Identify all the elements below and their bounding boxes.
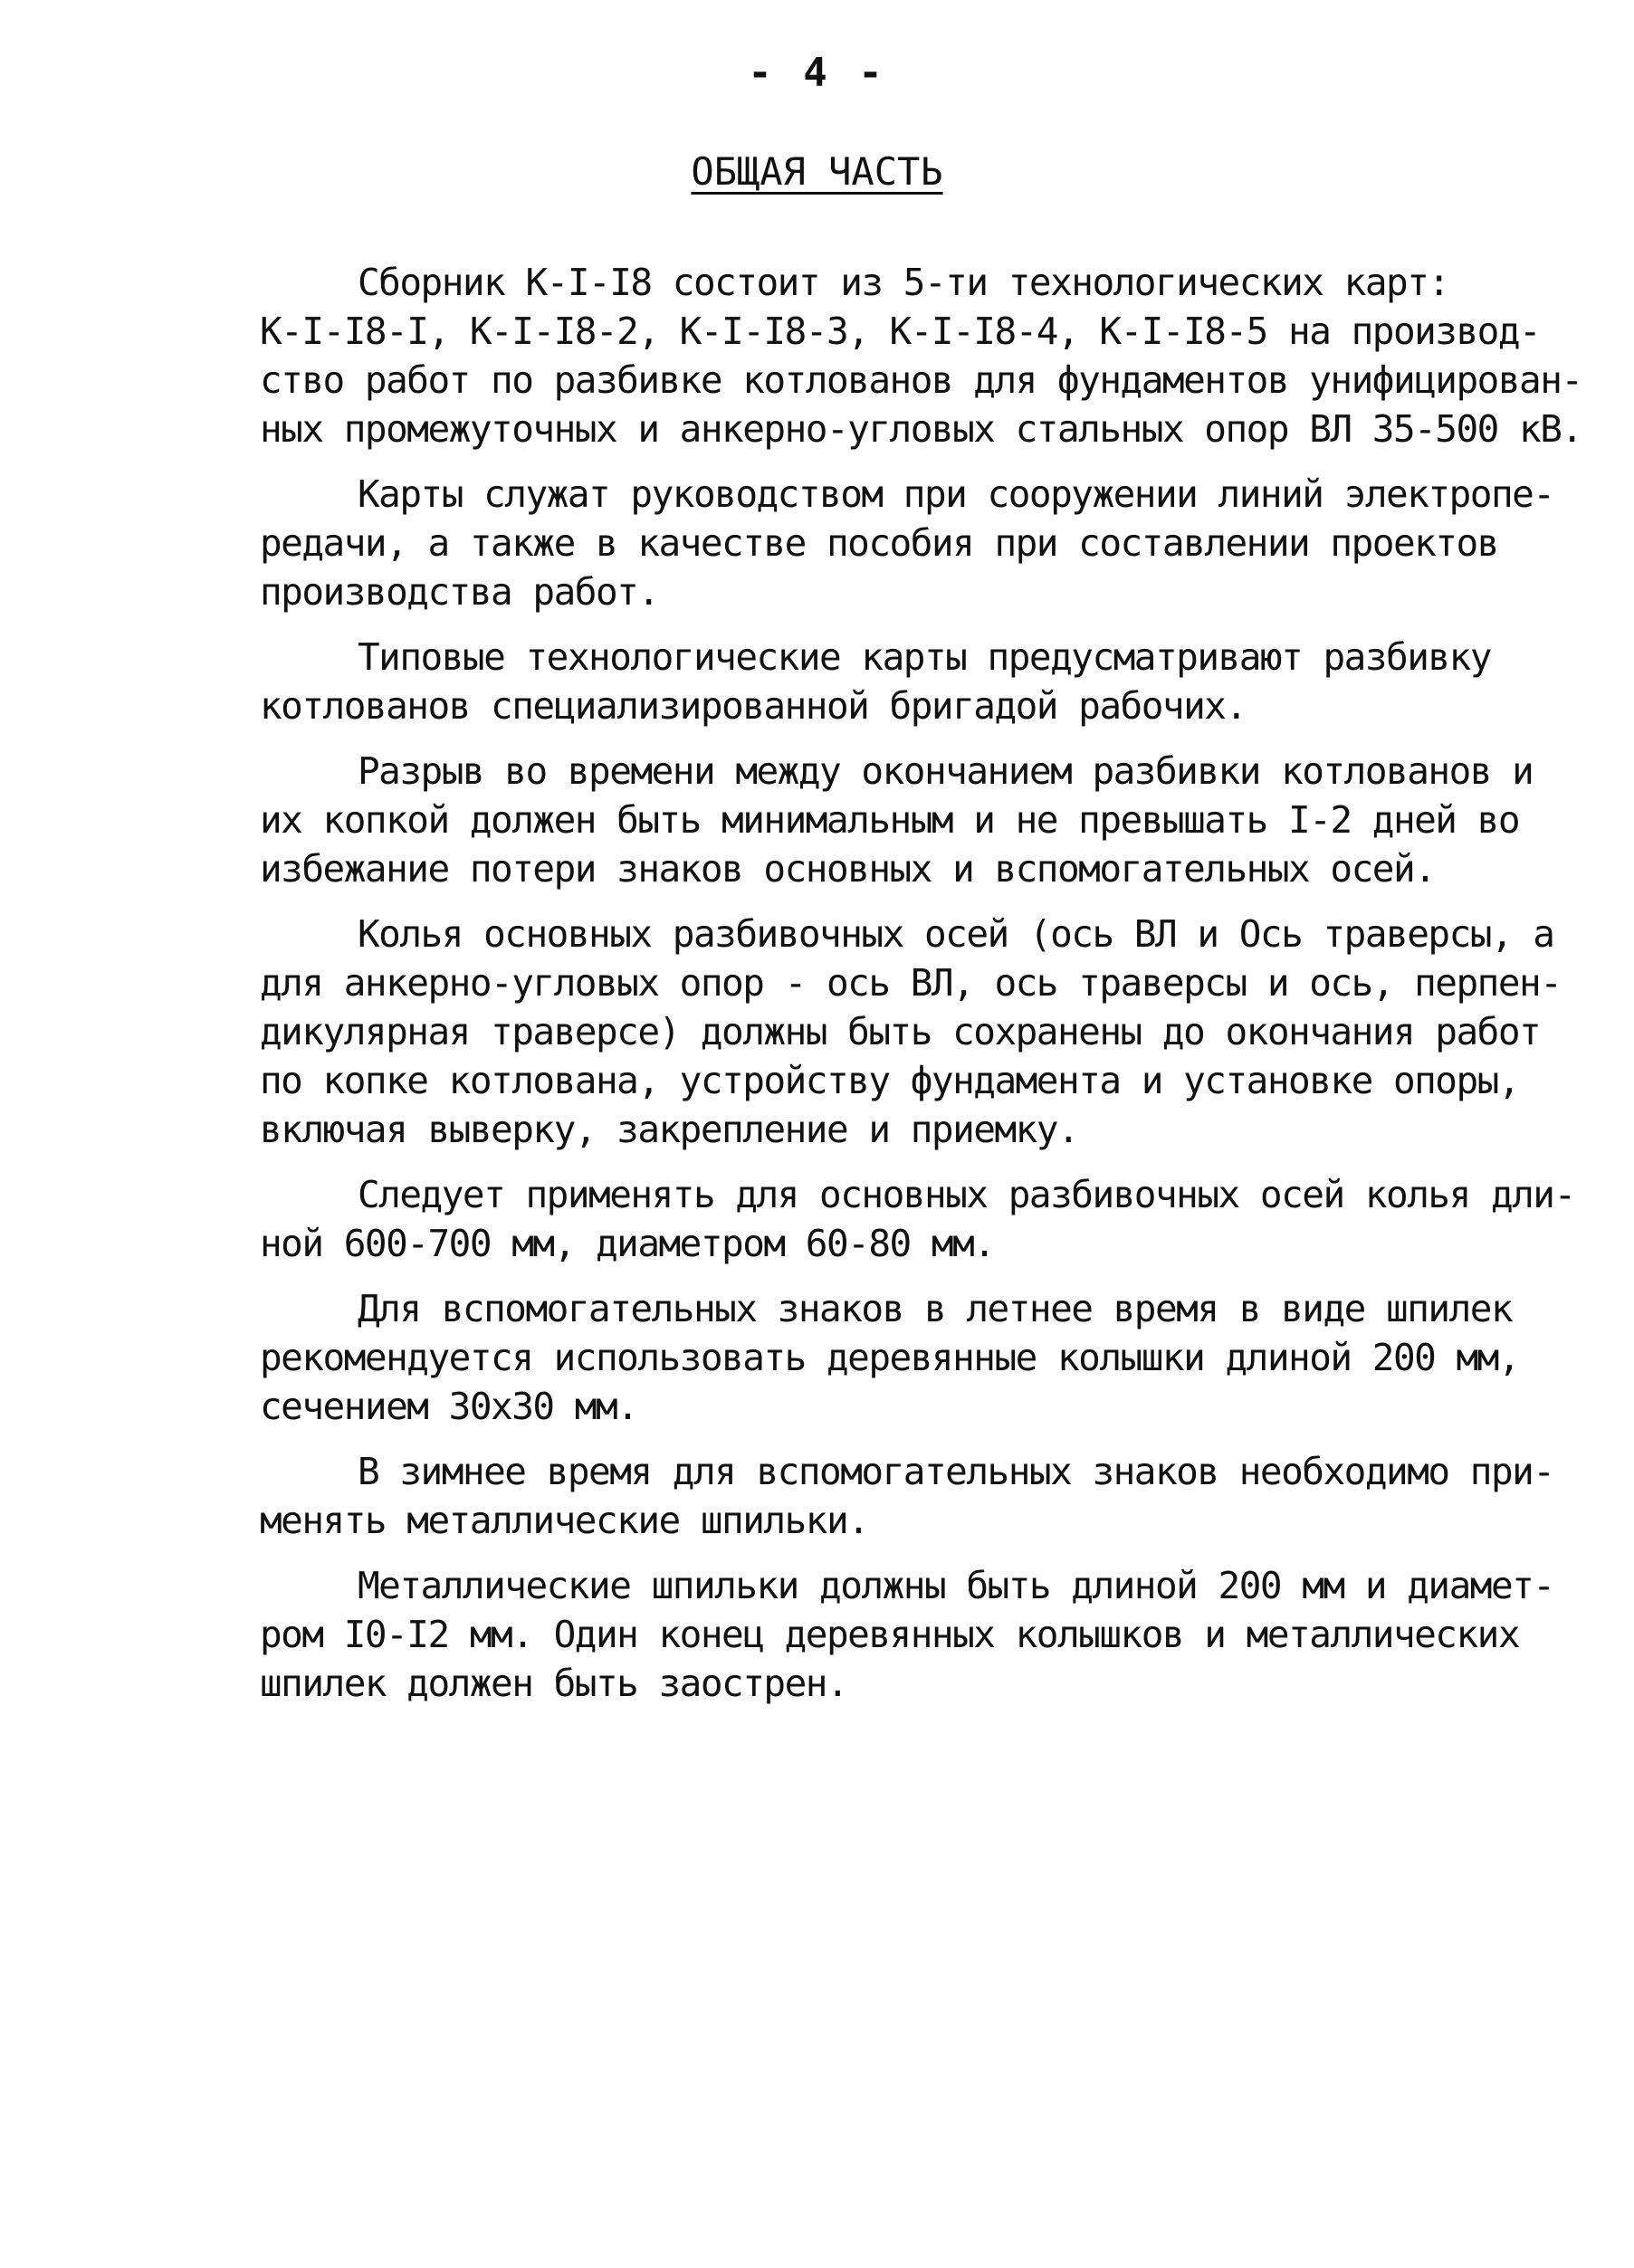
text-line: Следует применять для основных разбивочных осей колья дли- xyxy=(358,1173,1575,1216)
paragraph-stakes xyxy=(260,910,1562,1154)
text-line: Типовые технологические карты предусматривают разбивку xyxy=(358,635,1491,679)
paragraph-summer-markers xyxy=(260,1284,1527,1431)
body-text xyxy=(260,258,1582,1724)
text-line: Разрыв во времени между окончанием разбивки котлованов и xyxy=(358,749,1534,793)
paragraph-stake-size xyxy=(260,1170,1575,1268)
paragraph-metal-pins xyxy=(260,1561,1554,1708)
text-line: шпилек должен быть заострен. xyxy=(260,1662,848,1705)
text-line: К-I-I8-I, К-I-I8-2, К-I-I8-3, К-I-I8-4, К-I-I8-5 на производ- xyxy=(260,310,1541,353)
text-line: редачи, а также в качестве пособия при составлении проектов xyxy=(260,521,1498,565)
text-line: ной 600-700 мм, диаметром 60-80 мм. xyxy=(260,1222,995,1265)
paragraph-brigade xyxy=(260,633,1527,730)
text-line: их копкой должен быть минимальным и не превышать I-2 дней во xyxy=(260,798,1520,842)
section-title: ОБЩАЯ ЧАСТЬ xyxy=(691,149,943,194)
text-line: В зимнее время для вспомогательных знаков необходимо при- xyxy=(358,1450,1554,1493)
text-line: по копке котлована, устройству фундамента и установке опоры, xyxy=(260,1059,1520,1102)
text-line: ных промежуточных и анкерно-угловых стальных опор ВЛ 35-500 кВ. xyxy=(260,407,1582,451)
text-line: котлованов специализированной бригадой рабочих. xyxy=(260,684,1247,728)
text-line: ство работ по разбивке котлованов для фундаментов унифицирован- xyxy=(260,358,1582,402)
text-line: Металлические шпильки должны быть длиной 200 мм и диамет- xyxy=(358,1564,1554,1607)
text-line: Колья основных разбивочных осей (ось ВЛ и Ось траверсы, а xyxy=(358,912,1554,956)
page-number: - 4 - xyxy=(748,50,886,96)
text-line: Сборник К-I-I8 состоит из 5-ти технологических карт: xyxy=(358,261,1449,304)
text-line: для анкерно-угловых опор - ось ВЛ, ось траверсы и ось, перпен- xyxy=(260,961,1562,1005)
text-line: дикулярная траверсе) должны быть сохранены до окончания работ xyxy=(260,1010,1541,1053)
paragraph-purpose xyxy=(260,470,1554,616)
text-line: сечением 30х30 мм. xyxy=(260,1385,638,1428)
text-line: Для вспомогательных знаков в летнее время в виде шпилек xyxy=(358,1287,1513,1330)
paragraph-intro xyxy=(260,258,1582,453)
paragraph-time-gap xyxy=(260,747,1534,893)
text-line: включая выверку, закрепление и приемку. xyxy=(260,1108,1079,1151)
text-line: рекомендуется использовать деревянные колышки длиной 200 мм, xyxy=(260,1336,1520,1379)
text-line: ром I0-I2 мм. Один конец деревянных колышков и металлических xyxy=(260,1613,1520,1656)
text-line: производства работ. xyxy=(260,570,659,614)
text-line: избежание потери знаков основных и вспомогательных осей. xyxy=(260,847,1436,891)
paragraph-winter-markers xyxy=(260,1447,1554,1545)
text-line: Карты служат руководством при сооружении линий электропе- xyxy=(358,472,1554,516)
text-line: менять металлические шпильки. xyxy=(260,1499,869,1542)
